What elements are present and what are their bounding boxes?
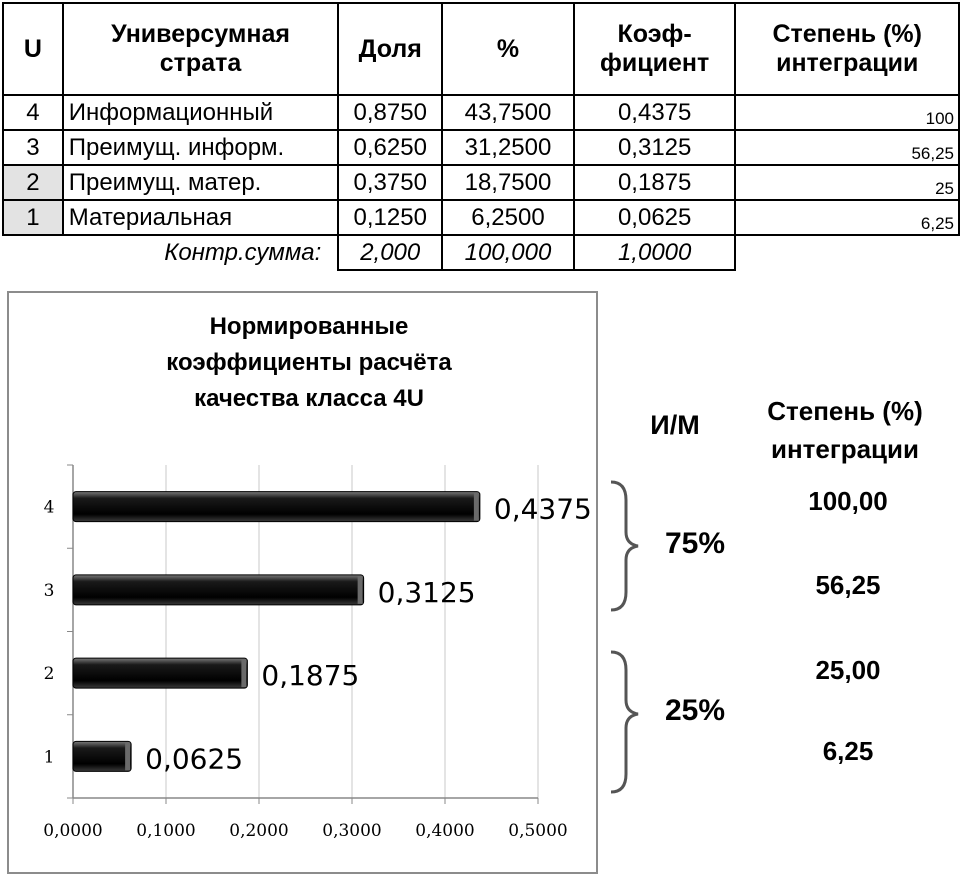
- cell-u: 4: [3, 95, 63, 130]
- strata-table: [2, 2, 960, 271]
- x-tick-label: 0,3000: [322, 821, 382, 841]
- header-degree-line1: Степень (%): [772, 20, 922, 48]
- y-tick-label: 2: [43, 664, 55, 685]
- cell-share: 0,8750: [338, 95, 442, 130]
- table-row: [3, 165, 959, 200]
- x-tick-label: 0,5000: [508, 821, 568, 841]
- control-sum-label: Контр.сумма:: [164, 239, 322, 266]
- brackets: [600, 470, 640, 810]
- cell-degree: 25: [735, 165, 959, 200]
- x-tick-label: 0,0000: [43, 821, 103, 841]
- header-strata-line1: Универсумная: [111, 20, 290, 48]
- sum-blank: [3, 235, 63, 270]
- header-percent: %: [442, 3, 574, 95]
- x-tick-label: 0,2000: [229, 821, 289, 841]
- sum-blank: [735, 235, 959, 270]
- degree-header-line1: Степень (%): [767, 396, 923, 426]
- cell-u: 3: [3, 130, 63, 165]
- header-u: U: [3, 3, 63, 95]
- bar-end-cap: [241, 659, 246, 687]
- cell-percent: 31,2500: [442, 130, 574, 165]
- bar: [73, 741, 131, 771]
- chart-title-line: Нормированные: [209, 313, 409, 340]
- header-coef-line2: фициент: [600, 49, 710, 77]
- cell-degree: 100: [735, 95, 959, 130]
- cell-share: 0,1250: [338, 200, 442, 235]
- x-tick-label: 0,4000: [415, 821, 475, 841]
- data-label: 0,4375: [493, 492, 592, 526]
- cell-degree: 56,25: [735, 130, 959, 165]
- cell-strata: Преимущ. матер.: [63, 165, 339, 200]
- cell-u: 2: [3, 165, 63, 200]
- cell-strata: Преимущ. информ.: [63, 130, 339, 165]
- bar: [73, 575, 364, 605]
- degree-header: [740, 392, 950, 468]
- y-tick-label: 3: [43, 580, 55, 601]
- bar: [73, 658, 247, 688]
- cell-coef: 0,4375: [574, 95, 736, 130]
- group-lower-percent: 25%: [664, 694, 726, 727]
- bar-chart: [9, 293, 598, 874]
- control-sum-row: [3, 235, 959, 270]
- bar-end-cap: [474, 493, 479, 521]
- sum-share: 2,000: [338, 235, 442, 270]
- header-strata: [63, 3, 339, 95]
- header-share: Доля: [338, 3, 442, 95]
- cell-percent: 18,7500: [442, 165, 574, 200]
- degree-value: 6,25: [822, 736, 874, 766]
- data-label: 0,1875: [261, 659, 360, 693]
- x-tick-label: 0,1000: [136, 821, 196, 841]
- data-label: 0,3125: [377, 575, 476, 609]
- header-strata-line2: страта: [159, 49, 242, 77]
- degree-value: 56,25: [815, 570, 881, 600]
- cell-coef: 0,1875: [574, 165, 736, 200]
- table-header-row: [3, 3, 959, 95]
- y-tick-label: 1: [43, 747, 55, 768]
- y-tick-label: 4: [43, 497, 55, 518]
- chart-frame: [7, 291, 598, 874]
- chart-title-line: коэффициенты расчёта: [166, 349, 452, 376]
- cell-strata: Информационный: [63, 95, 339, 130]
- cell-u: 1: [3, 200, 63, 235]
- group-upper-percent: 75%: [664, 527, 726, 560]
- cell-percent: 6,2500: [442, 200, 574, 235]
- sum-coef: 1,0000: [574, 235, 736, 270]
- header-degree-line2: интеграции: [776, 49, 919, 77]
- cell-share: 0,3750: [338, 165, 442, 200]
- im-header: И/М: [650, 410, 700, 440]
- cell-percent: 43,7500: [442, 95, 574, 130]
- degree-value: 25,00: [815, 655, 881, 685]
- bar-end-cap: [125, 742, 130, 770]
- header-degree: [735, 3, 959, 95]
- header-coef-line1: Коэф-: [617, 20, 692, 48]
- degree-value: 100,00: [808, 486, 888, 516]
- chart-title-line: качества класса 4U: [194, 385, 424, 412]
- cell-degree: 6,25: [735, 200, 959, 235]
- cell-share: 0,6250: [338, 130, 442, 165]
- cell-coef: 0,0625: [574, 200, 736, 235]
- bar-end-cap: [358, 576, 363, 604]
- cell-coef: 0,3125: [574, 130, 736, 165]
- degree-header-line2: интеграции: [770, 434, 919, 464]
- sum-percent: 100,000: [442, 235, 574, 270]
- upper-brace-icon: [611, 482, 638, 610]
- header-coef: [574, 3, 736, 95]
- table-row: [3, 130, 959, 165]
- bar: [73, 492, 480, 522]
- table-row: [3, 95, 959, 130]
- lower-brace-icon: [611, 652, 638, 792]
- cell-strata: Материальная: [63, 200, 339, 235]
- data-label: 0,0625: [145, 742, 244, 776]
- table-row: [3, 200, 959, 235]
